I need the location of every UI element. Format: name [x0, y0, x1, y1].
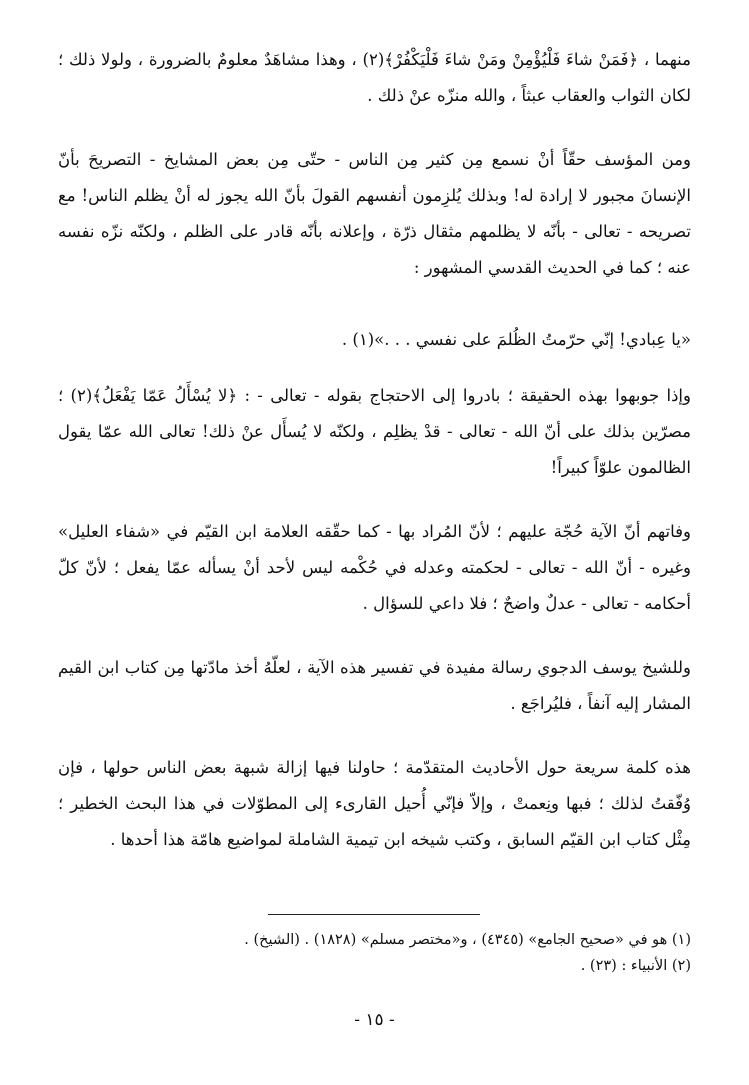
footnote-2: (٢) الأنبياء : (٢٣) .: [580, 958, 691, 974]
paragraph-6: هذه كلمة سريعة حول الأحاديث المتقدّمة ؛ حاولنا فيها إزالة شبهة بعض الناس حولها ، فإن وُفّقتُ لذلك ؛ فبها ونِعمتْ ، وإلاّ فإنّي أُحيل القارىء إلى المطوّلات في هذا البحث الخطير ؛ مِثْل كتاب ابن القيّم السابق ، وكتب شيخه ابن تيمية الشاملة لمواضيع هامّة هذا أحدها .: [58, 758, 691, 849]
paragraph-5: وللشيخ يوسف الدجوي رسالة مفيدة في تفسير هذه الآية ، لعلّهُ أخذ مادّتها مِن كتاب ابن القيم المشار إليه آنفاً ، فليُراجَع .: [58, 658, 691, 713]
footnote-1: (١) هو في «صحيح الجامع» (٤٣٤٥) ، و«مختصر مسلم» (١٨٢٨) . (الشيخ) .: [244, 932, 691, 948]
paragraph-2: ومن المؤسف حقّاً أنْ نسمع مِن كثير مِن الناس - حتّى مِن بعض المشايخ - التصريحَ بأنّ الإنسانَ مجبور لا إرادة له! وبذلك يُلزِمون أنفسهم القولَ بأنّ الله يجوز له أنْ يظلم الناس! مع تصريحه - تعالى - بأنّه لا يظلمهم مثقال ذرّة ، وإعلانه بأنّه قادر على الظلم ، ولكنّه نزّه نفسه عنه ؛ كما في الحديث القدسي المشهور :: [58, 150, 691, 277]
page-number: - ١٥ -: [354, 1010, 395, 1030]
paragraph-hadith-quote: «يا عِبادي! إنّي حرّمتُ الظُلمَ على نفسي . . .»(١) .: [341, 330, 691, 349]
paragraph-4: وفاتهم أنّ الآية حُجّة عليهم ؛ لأنّ المُراد بها - كما حقّقه العلامة ابن القيّم في «شفاء العليل» وغيره - أنّ الله - تعالى - لحكمته وعدله في حُكْمه ليس لأحد أنْ يسأله عمّا يفعل ؛ لأنّ كلّ أحكامه - تعالى - عدلٌ واضحٌ ؛ فلا داعي للسؤال .: [58, 522, 691, 613]
paragraph-1: منهما ، ﴿فَمَنْ شاءَ فَلْيُؤْمِنْ ومَنْ شاءَ فَلْيَكْفُرْ﴾(٢) ، وهذا مشاهَدٌ معلومٌ بالضرورة ، ولولا ذلك ؛ لكان الثواب والعقاب عبثاً ، والله منزّه عنْ ذلك .: [58, 50, 691, 105]
paragraph-3: وإذا جوبهوا بهذه الحقيقة ؛ بادروا إلى الاحتجاج بقوله - تعالى - : ﴿لا يُسْأَلُ عَمّا يَفْعَلُ﴾(٢) ؛ مصرّين بذلك على أنّ الله - تعالى - قدْ يظلِم ، ولكنّه لا يُسأَل عنْ ذلك! تعالى الله عمّا يقول الظالمون علوّاً كبيراً!: [58, 386, 691, 477]
footnote-divider: [268, 914, 480, 915]
